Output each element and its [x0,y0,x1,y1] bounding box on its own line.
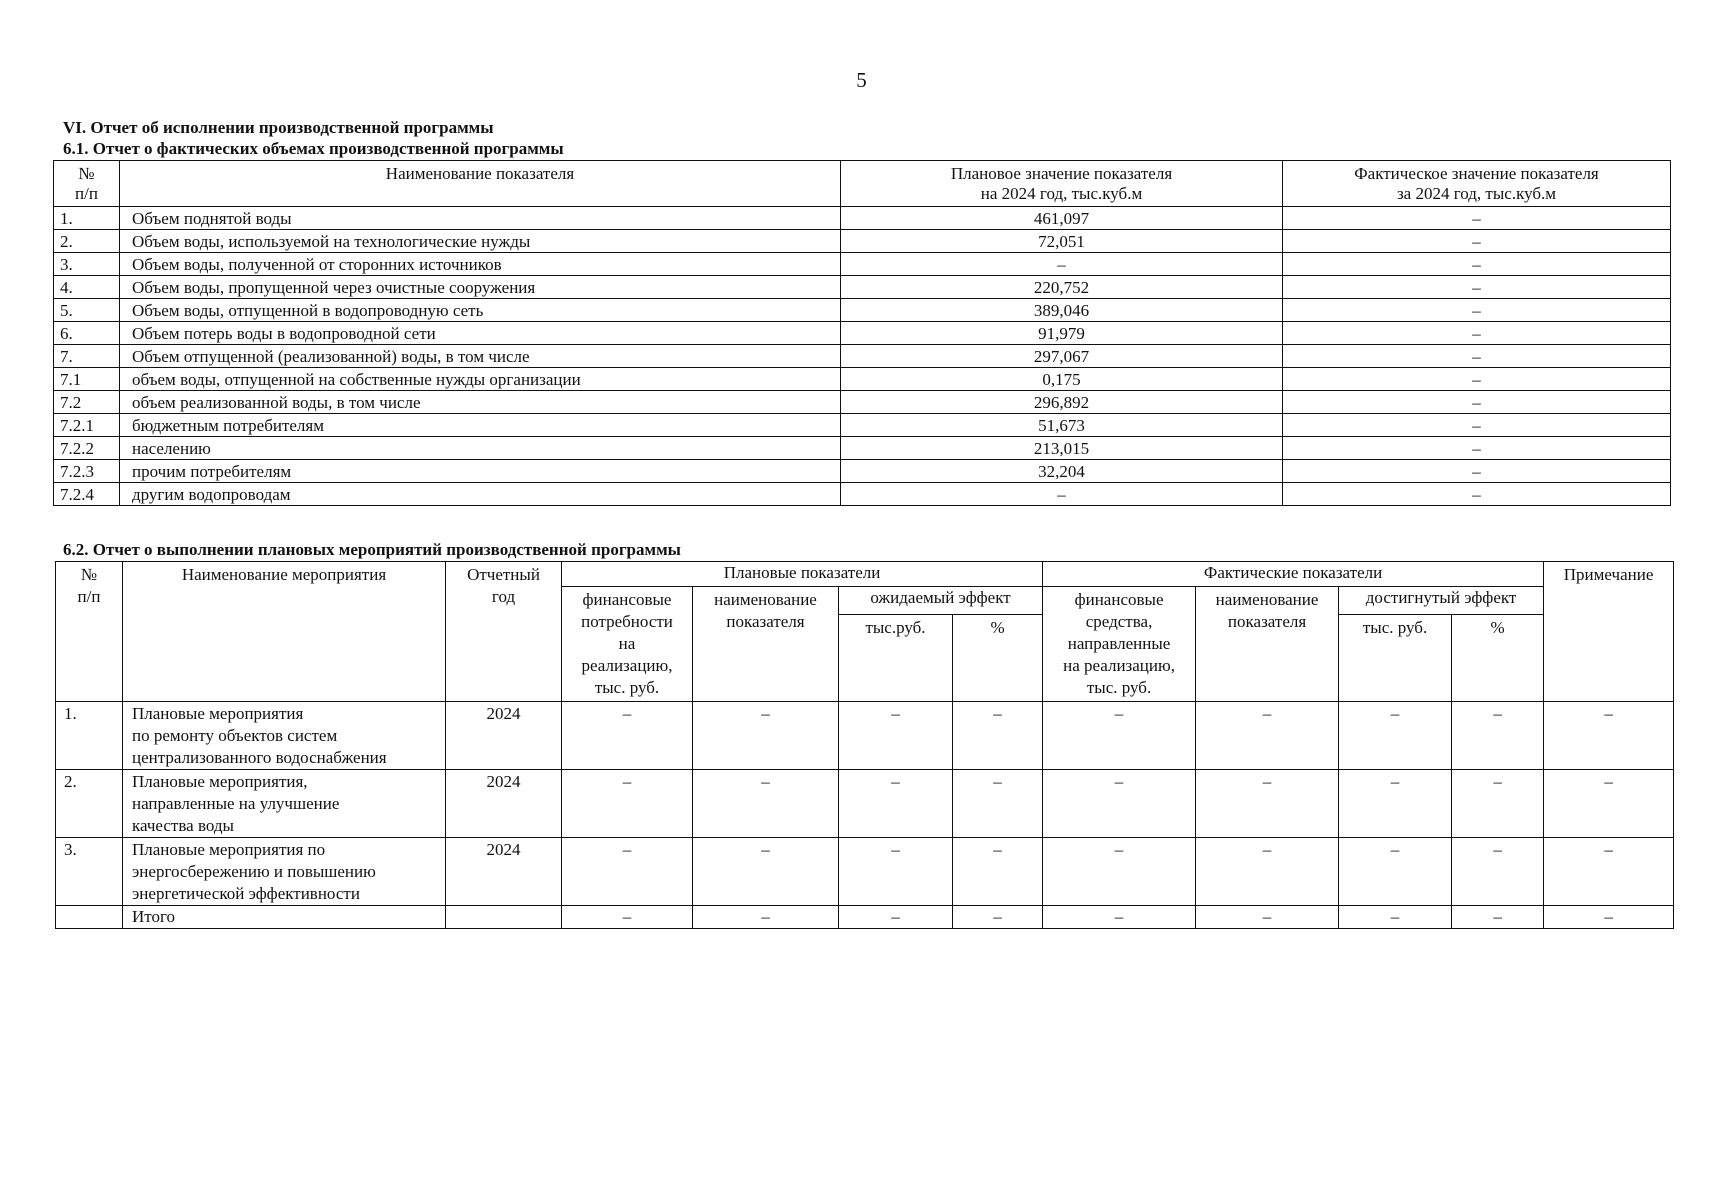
cell-plan: – [841,253,1283,276]
cell-value: – [562,770,693,838]
cell-fact: – [1283,345,1671,368]
cell-value: – [562,838,693,906]
cell-name: Объем потерь воды в водопроводной сети [120,322,841,345]
col-header-note: Примечание [1544,562,1674,702]
cell-num: 2. [56,770,123,838]
cell-name: Плановые мероприятия, направленные на улучшение качества воды [123,770,446,838]
cell-value: – [1196,906,1339,929]
cell-fact: – [1283,207,1671,230]
table-row [56,770,1674,838]
cell-value: – [839,770,953,838]
cell-year: 2024 [446,770,562,838]
cell-num: 5. [54,299,120,322]
cell-num: 3. [56,838,123,906]
table-row [54,414,1671,437]
cell-year [446,906,562,929]
col-header-fact-effect-pct: % [1452,615,1544,702]
col-header-plan-effect-rub: тыс.руб. [839,615,953,702]
cell-plan: 51,673 [841,414,1283,437]
cell-plan: 72,051 [841,230,1283,253]
col-header-num: № п/п [54,161,120,207]
col-header-num: № п/п [56,562,123,702]
table-row [54,322,1671,345]
cell-name: прочим потребителям [120,460,841,483]
cell-num: 1. [56,702,123,770]
cell-value: – [1339,770,1452,838]
col-header-fact-group: Фактические показатели [1043,562,1544,587]
table-row [56,838,1674,906]
cell-value: – [1452,838,1544,906]
cell-name: Объем воды, полученной от сторонних источников [120,253,841,276]
cell-name: бюджетным потребителям [120,414,841,437]
col-header-plan-effect-pct: % [953,615,1043,702]
cell-plan: 296,892 [841,391,1283,414]
cell-plan: 461,097 [841,207,1283,230]
cell-value: – [1196,702,1339,770]
cell-fact: – [1283,253,1671,276]
col-header-plan-effect: ожидаемый эффект [839,587,1043,615]
cell-num: 7.2.1 [54,414,120,437]
cell-num: 6. [54,322,120,345]
cell-fact: – [1283,276,1671,299]
table-body [56,702,1674,929]
cell-name: Плановые мероприятия по энергосбережению и повышению энергетической эффективности [123,838,446,906]
subsection-2-title: 6.2. Отчет о выполнении плановых мероприятий производственной программы [63,540,681,559]
col-header-plan-fin: финансовые потребности на реализацию, тыс. руб. [562,587,693,702]
table-row [54,207,1671,230]
cell-plan: 213,015 [841,437,1283,460]
cell-value: – [1196,838,1339,906]
cell-num: 7.1 [54,368,120,391]
cell-name: населению [120,437,841,460]
cell-name: Объем поднятой воды [120,207,841,230]
cell-value: – [953,906,1043,929]
cell-plan: 220,752 [841,276,1283,299]
cell-value: – [953,838,1043,906]
cell-fact: – [1283,230,1671,253]
col-header-fact: Фактическое значение показателя за 2024 год, тыс.куб.м [1283,161,1671,207]
cell-value: – [1544,770,1674,838]
cell-value: – [1196,770,1339,838]
table-row [54,460,1671,483]
table-header-row [54,161,1671,207]
table-row [54,391,1671,414]
col-header-plan: Плановое значение показателя на 2024 год, тыс.куб.м [841,161,1283,207]
cell-name: Объем воды, отпущенной в водопроводную сеть [120,299,841,322]
cell-value: – [1043,770,1196,838]
cell-num: 2. [54,230,120,253]
cell-plan: – [841,483,1283,506]
cell-value: – [693,770,839,838]
cell-value: – [1043,906,1196,929]
cell-value: – [1544,702,1674,770]
table-row [54,276,1671,299]
cell-value: – [839,906,953,929]
cell-name: другим водопроводам [120,483,841,506]
cell-name: Объем воды, используемой на технологические нужды [120,230,841,253]
total-label: Итого [123,906,446,929]
col-header-fact-effect: достигнутый эффект [1339,587,1544,615]
cell-plan: 389,046 [841,299,1283,322]
cell-name: Плановые мероприятия по ремонту объектов систем централизованного водоснабжения [123,702,446,770]
cell-num [56,906,123,929]
cell-year: 2024 [446,702,562,770]
cell-fact: – [1283,368,1671,391]
table-row [54,437,1671,460]
cell-name: Объем воды, пропущенной через очистные сооружения [120,276,841,299]
section-title: VI. Отчет об исполнении производственной программы [63,118,494,137]
cell-fact: – [1283,322,1671,345]
col-header-name: Наименование мероприятия [123,562,446,702]
cell-value: – [562,702,693,770]
cell-value: – [1452,770,1544,838]
table-row [56,702,1674,770]
cell-fact: – [1283,437,1671,460]
page-number: 5 [856,68,867,92]
table-row [54,345,1671,368]
cell-value: – [1452,702,1544,770]
table-row [54,368,1671,391]
cell-fact: – [1283,391,1671,414]
cell-plan: 32,204 [841,460,1283,483]
cell-value: – [693,838,839,906]
cell-value: – [1339,906,1452,929]
table-row [54,299,1671,322]
cell-fact: – [1283,299,1671,322]
cell-fact: – [1283,483,1671,506]
col-header-plan-group: Плановые показатели [562,562,1043,587]
cell-num: 4. [54,276,120,299]
total-row [56,906,1674,929]
cell-plan: 0,175 [841,368,1283,391]
subsection-1-title: 6.1. Отчет о фактических объемах производственной программы [63,139,564,158]
cell-value: – [839,702,953,770]
cell-name: Объем отпущенной (реализованной) воды, в том числе [120,345,841,368]
table-row [54,483,1671,506]
cell-value: – [953,702,1043,770]
cell-fact: – [1283,460,1671,483]
cell-value: – [1452,906,1544,929]
cell-num: 7.2.2 [54,437,120,460]
cell-num: 7.2.3 [54,460,120,483]
cell-value: – [1339,838,1452,906]
cell-value: – [562,906,693,929]
cell-name: объем воды, отпущенной на собственные нужды организации [120,368,841,391]
col-header-year: Отчетный год [446,562,562,702]
col-header-fact-effect-rub: тыс. руб. [1339,615,1452,702]
cell-year: 2024 [446,838,562,906]
table-header-row [56,562,1674,587]
cell-value: – [693,702,839,770]
cell-value: – [693,906,839,929]
production-volumes-table [53,160,1671,506]
cell-name: объем реализованной воды, в том числе [120,391,841,414]
cell-value: – [953,770,1043,838]
table-body [54,207,1671,506]
col-header-plan-indicator: наименование показателя [693,587,839,702]
cell-num: 1. [54,207,120,230]
cell-value: – [1544,838,1674,906]
col-header-fact-indicator: наименование показателя [1196,587,1339,702]
col-header-name: Наименование показателя [120,161,841,207]
cell-num: 7. [54,345,120,368]
cell-fact: – [1283,414,1671,437]
cell-num: 3. [54,253,120,276]
cell-plan: 297,067 [841,345,1283,368]
cell-num: 7.2.4 [54,483,120,506]
planned-measures-table [55,561,1674,929]
col-header-fact-fin: финансовые средства, направленные на реализацию, тыс. руб. [1043,587,1196,702]
cell-value: – [839,838,953,906]
cell-value: – [1043,702,1196,770]
cell-num: 7.2 [54,391,120,414]
cell-value: – [1339,702,1452,770]
table-row [54,253,1671,276]
cell-value: – [1043,838,1196,906]
cell-plan: 91,979 [841,322,1283,345]
cell-value: – [1544,906,1674,929]
table-row [54,230,1671,253]
